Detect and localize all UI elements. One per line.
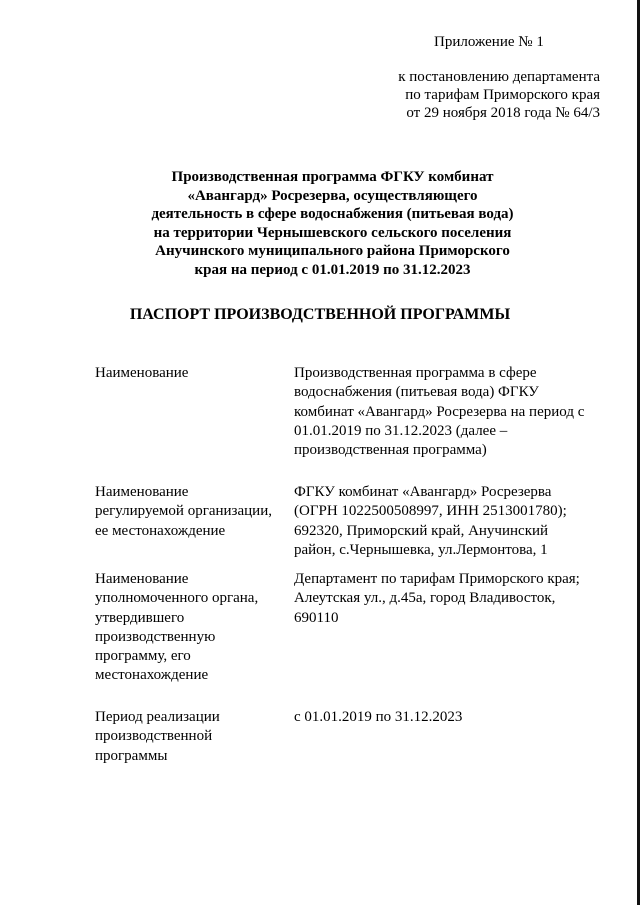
label-line: программы — [95, 747, 168, 764]
value-line: производственная программа) — [294, 442, 487, 459]
decree-reference — [380, 68, 600, 122]
row-value-organization — [294, 483, 604, 560]
row-label-name — [95, 364, 285, 383]
value-line: водоснабжения (питьевая вода) ФГКУ — [294, 384, 539, 401]
value-line: 692320, Приморский край, Анучинский — [294, 522, 549, 539]
value-line: комбинат «Авангард» Росрезерва на период с — [294, 403, 585, 420]
row-label-authority — [95, 570, 285, 686]
title-line: Анучинского муниципального района Приморского — [155, 243, 510, 260]
title-line: «Авангард» Росрезерва, осуществляющего — [187, 187, 478, 204]
passport-heading: ПАСПОРТ ПРОИЗВОДСТВЕННОЙ ПРОГРАММЫ — [129, 306, 511, 323]
row-value-authority — [294, 570, 604, 628]
title-line: на территории Чернышевского сельского поселения — [153, 224, 512, 241]
label-line: производственной — [95, 728, 213, 745]
label-line: Наименование — [95, 571, 189, 587]
title-line: деятельность в сфере водоснабжения (питьевая вода) — [151, 206, 514, 223]
label-line: регулируемой организации, — [95, 503, 272, 520]
row-label-organization — [95, 483, 285, 541]
decree-line: по тарифам Приморского края — [405, 87, 600, 103]
decree-line: к постановлению департамента — [398, 69, 600, 85]
value-line: (ОГРН 1022500508997, ИНН 2513001780); — [294, 503, 567, 520]
title-line: края на период с 01.01.2019 по 31.12.2023 — [194, 261, 471, 278]
document-title — [120, 168, 545, 280]
value-line: район, с.Чернышевка, ул.Лермонтова, 1 — [294, 541, 548, 558]
label-line: программу, его — [95, 648, 191, 665]
value-line: Алеутская ул., д.45а, город Владивосток, — [294, 590, 556, 607]
row-value-period — [294, 708, 604, 727]
value-line: с 01.01.2019 по 31.12.2023 — [294, 709, 463, 725]
label-line: Наименование — [95, 365, 189, 381]
appendix-label: Приложение № 1 — [434, 34, 544, 50]
label-line: Наименование — [95, 484, 189, 500]
value-line: Производственная программа в сфере — [294, 365, 537, 381]
row-value-name — [294, 364, 604, 460]
label-line: местонахождение — [95, 667, 209, 684]
label-line: ее местонахождение — [95, 522, 226, 539]
decree-line: от 29 ноября 2018 года № 64/3 — [406, 105, 600, 121]
value-line: 690110 — [294, 609, 339, 626]
label-line: утвердившего — [95, 609, 185, 626]
label-line: уполномоченного органа, — [95, 590, 259, 607]
value-line: Департамент по тарифам Приморского края; — [294, 571, 580, 587]
title-line: Производственная программа ФГКУ комбинат — [171, 169, 494, 185]
value-line: ФГКУ комбинат «Авангард» Росрезерва — [294, 484, 552, 500]
value-line: 01.01.2019 по 31.12.2023 (далее – — [294, 422, 508, 439]
label-line: производственную — [95, 628, 216, 645]
label-line: Период реализации — [95, 709, 220, 725]
row-label-period — [95, 708, 285, 766]
